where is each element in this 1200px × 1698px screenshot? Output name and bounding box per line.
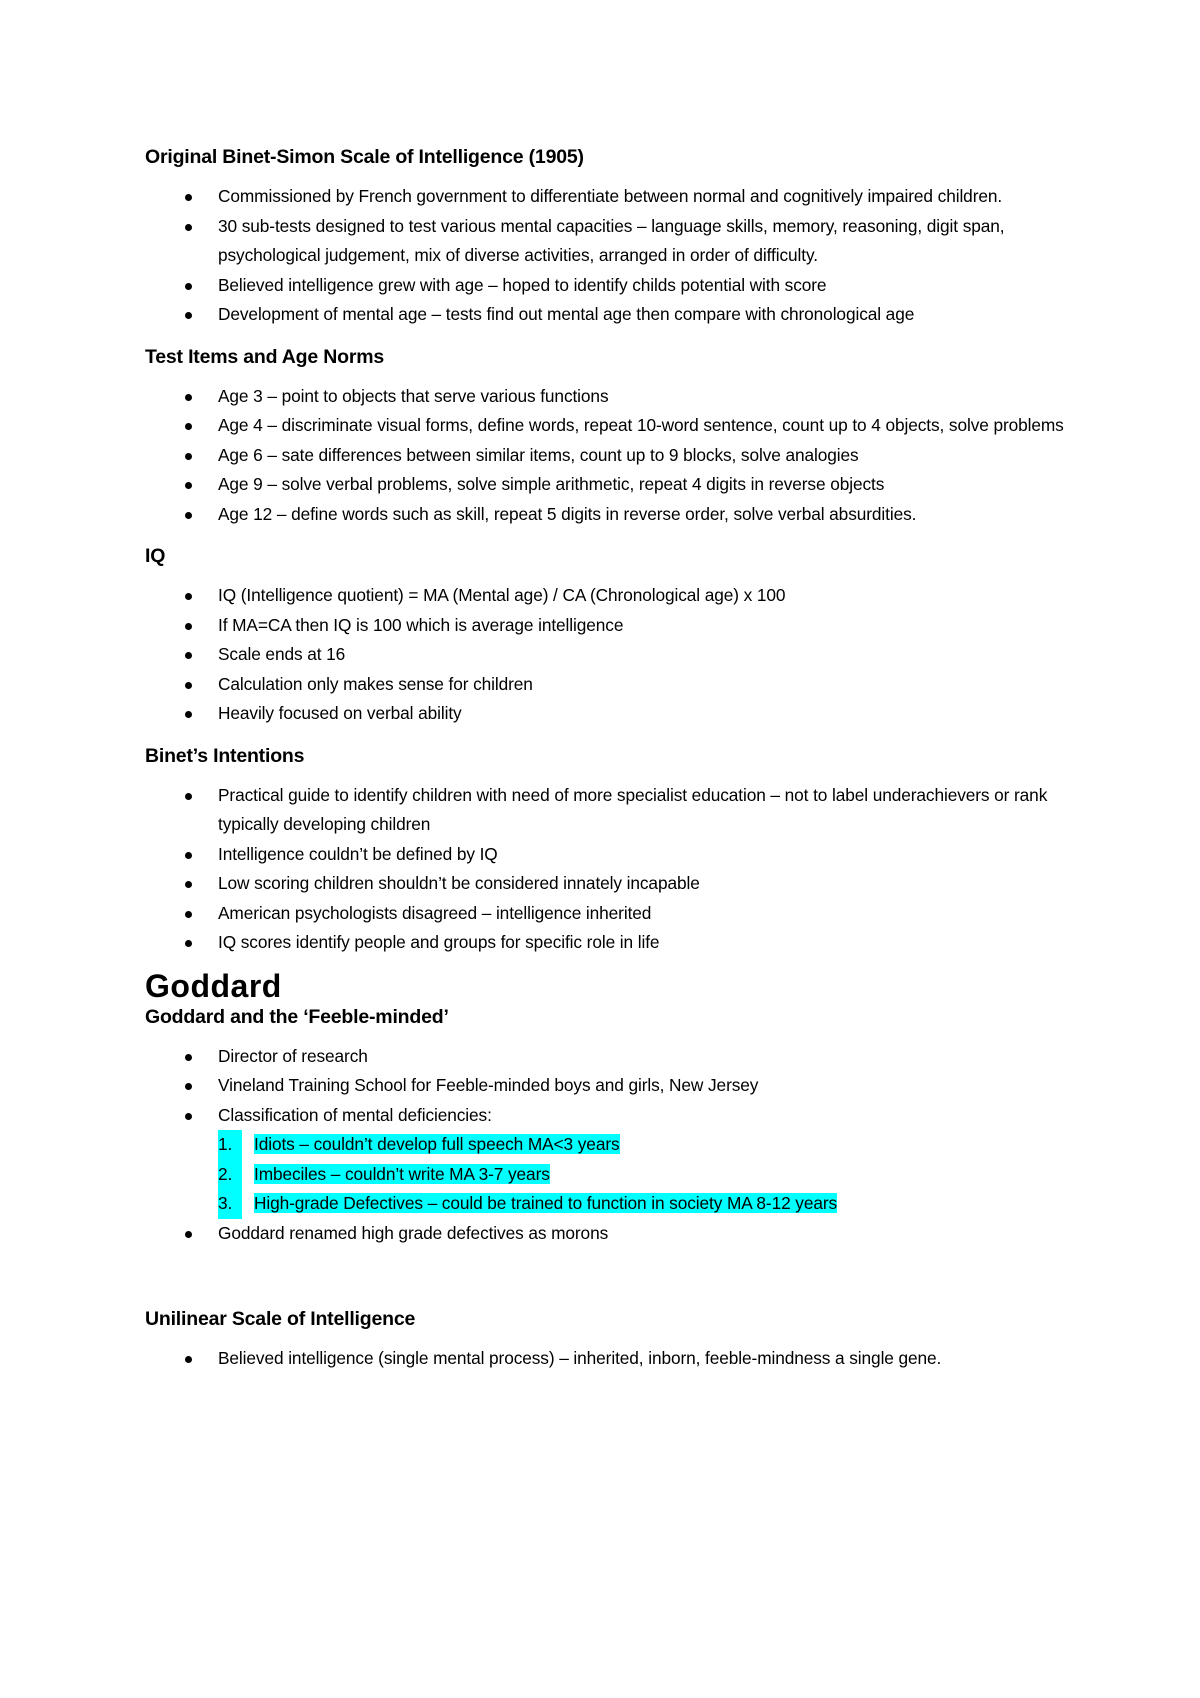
highlighted-text: Idiots – couldn’t develop full speech MA<3 years — [254, 1134, 620, 1154]
item-number: 2. — [218, 1160, 242, 1190]
list-item: Age 4 – discriminate visual forms, define words, repeat 10-word sentence, count up to 4 objects, solve problems — [145, 411, 1085, 441]
bullet-list-binets-intentions — [145, 781, 1085, 958]
list-item: Age 3 – point to objects that serve various functions — [145, 382, 1085, 412]
list-item: Heavily focused on verbal ability — [145, 699, 1085, 729]
heading-goddard: Goddard — [145, 967, 282, 1004]
bullet-list-unilinear — [145, 1344, 1085, 1374]
bullet-list-goddard-after — [145, 1219, 1085, 1249]
item-number: 3. — [218, 1189, 242, 1219]
list-item: Believed intelligence grew with age – hoped to identify childs potential with score — [145, 271, 1085, 301]
list-item: Goddard renamed high grade defectives as morons — [145, 1219, 1085, 1249]
highlighted-text: High-grade Defectives – could be trained to function in society MA 8-12 years — [254, 1193, 838, 1213]
list-item: Commissioned by French government to differentiate between normal and cognitively impaired children. — [145, 182, 1085, 212]
numbered-item — [145, 1130, 1085, 1160]
numbered-item — [145, 1189, 1085, 1219]
list-item: Vineland Training School for Feeble-minded boys and girls, New Jersey — [145, 1071, 1085, 1101]
highlighted-text: Imbeciles – couldn’t write MA 3-7 years — [254, 1163, 550, 1184]
heading-binet-simon: Original Binet-Simon Scale of Intelligence (1905) — [145, 146, 584, 168]
numbered-list-deficiencies — [145, 1130, 1085, 1219]
heading-goddard-feeble-minded: Goddard and the ‘Feeble-minded’ — [145, 1005, 449, 1028]
list-item: Believed intelligence (single mental process) – inherited, inborn, feeble-mindness a single gene. — [145, 1344, 1085, 1374]
heading-iq: IQ — [145, 545, 166, 567]
bullet-list-binet-simon — [145, 182, 1085, 330]
list-item: Age 9 – solve verbal problems, solve simple arithmetic, repeat 4 digits in reverse objects — [145, 470, 1085, 500]
list-item: Age 6 – sate differences between similar items, count up to 9 blocks, solve analogies — [145, 441, 1085, 471]
list-item: Age 12 – define words such as skill, repeat 5 digits in reverse order, solve verbal absurdities. — [145, 500, 1085, 530]
list-item: Calculation only makes sense for children — [145, 670, 1085, 700]
heading-unilinear: Unilinear Scale of Intelligence — [145, 1308, 416, 1330]
list-item: 30 sub-tests designed to test various mental capacities – language skills, memory, reasoning, digit span, psychological judgement, mix of diverse activities, arranged in order of difficulty. — [145, 212, 1085, 271]
document-content — [145, 144, 1085, 1374]
numbered-item — [145, 1160, 1085, 1190]
list-item: Scale ends at 16 — [145, 640, 1085, 670]
list-item: Intelligence couldn’t be defined by IQ — [145, 840, 1085, 870]
list-item: Practical guide to identify children with need of more specialist education – not to label underachievers or rank typically developing children — [145, 781, 1085, 840]
list-item: American psychologists disagreed – intelligence inherited — [145, 899, 1085, 929]
bullet-list-test-items — [145, 382, 1085, 530]
list-item: Low scoring children shouldn’t be considered innately incapable — [145, 869, 1085, 899]
list-item: IQ scores identify people and groups for specific role in life — [145, 928, 1085, 958]
list-item: IQ (Intelligence quotient) = MA (Mental age) / CA (Chronological age) x 100 — [145, 581, 1085, 611]
list-item: If MA=CA then IQ is 100 which is average intelligence — [145, 611, 1085, 641]
bullet-list-iq — [145, 581, 1085, 729]
heading-binets-intentions: Binet’s Intentions — [145, 744, 305, 767]
heading-test-items: Test Items and Age Norms — [145, 345, 385, 368]
item-number: 1. — [218, 1130, 242, 1160]
list-item: Development of mental age – tests find out mental age then compare with chronological age — [145, 300, 1085, 330]
bullet-list-goddard — [145, 1042, 1085, 1131]
list-item: Classification of mental deficiencies: — [145, 1101, 1085, 1131]
list-item: Director of research — [145, 1042, 1085, 1072]
